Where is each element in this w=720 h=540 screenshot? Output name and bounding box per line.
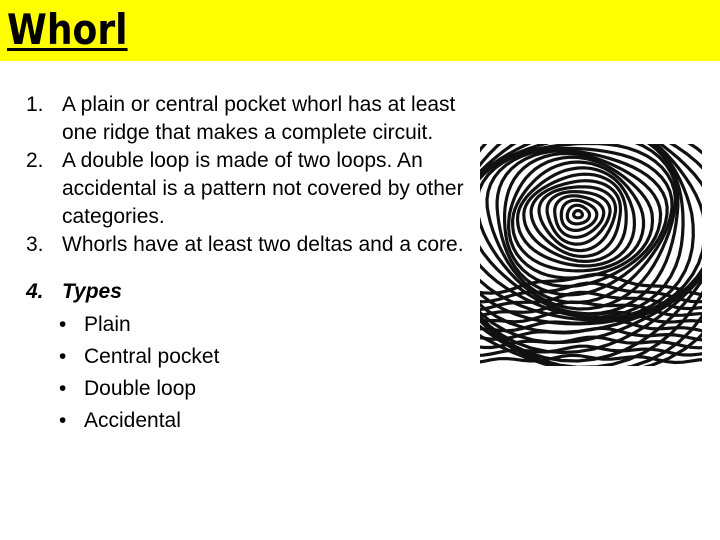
types-label: Types [62, 280, 122, 303]
item-number: 2. [26, 149, 44, 172]
bullet-icon: • [59, 313, 67, 336]
type-item-central-pocket [26, 341, 466, 373]
type-item-double-loop [26, 373, 466, 405]
item-number: 1. [26, 93, 44, 116]
item-text: A double loop is made of two loops. An accidental is a pattern not covered by other categories. [62, 149, 464, 228]
item-text: A plain or central pocket whorl has at least one ridge that makes a complete circuit. [62, 93, 456, 144]
types-heading [26, 278, 466, 306]
slide-title: Whorl [7, 5, 128, 54]
item-number: 4. [26, 280, 44, 303]
type-label: Accidental [84, 409, 181, 432]
item-text: Whorls have at least two deltas and a core. [62, 233, 464, 256]
list-item [26, 231, 466, 259]
fingerprint-ridge [574, 211, 583, 218]
type-label: Double loop [84, 377, 197, 400]
list-item [26, 91, 466, 147]
content-list [26, 91, 466, 437]
type-item-accidental [26, 405, 466, 437]
list-item [26, 147, 466, 231]
type-label: Plain [84, 313, 131, 336]
item-number: 3. [26, 233, 44, 256]
type-label: Central pocket [84, 345, 220, 368]
bullet-icon: • [59, 345, 67, 368]
type-item-plain [26, 309, 466, 341]
fingerprint-whorl-image [480, 144, 702, 366]
title-bar [0, 0, 720, 61]
fingerprint-ridge [567, 205, 589, 224]
bullet-icon: • [59, 409, 67, 432]
bullet-icon: • [59, 377, 67, 400]
